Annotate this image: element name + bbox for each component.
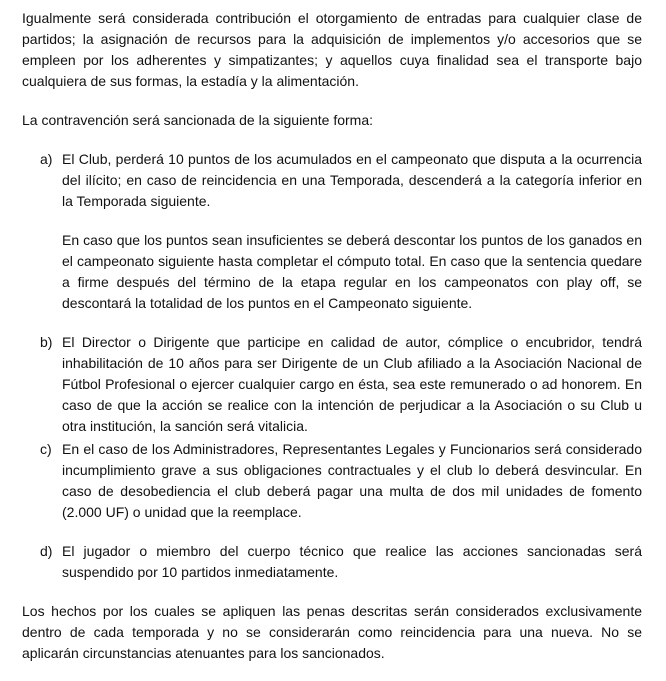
opening-paragraph: Igualmente será considerada contribución el otorgamiento de entradas para cualquier clase de partidos; la asignación de recursos para la adquisición de implementos y/o accesorios que se empleen por los adherentes y simpatizantes; y aquellos cuya finalidad sea el transporte bajo cualquiera de sus formas, la estadía y la alimentación.: [22, 10, 642, 89]
sanctions-list: [22, 149, 642, 583]
intro-line: La contravención será sancionada de la siguiente forma:: [22, 112, 373, 128]
list-item-b: [22, 332, 642, 437]
list-marker: a): [40, 151, 53, 167]
list-item-a: [22, 149, 642, 314]
closing-paragraph: Los hechos por los cuales se apliquen las penas descritas serán considerados exclusivamente dentro de cada temporada y no se considerarán como reincidencia para una nueva. No se aplicarán circunstancias atenuantes para los sancionados.: [22, 603, 642, 661]
list-marker: c): [40, 441, 52, 457]
list-marker: b): [40, 334, 53, 350]
list-item-text: El jugador o miembro del cuerpo técnico que realice las acciones sancionadas será suspendido por 10 partidos inmediatamente.: [62, 543, 642, 580]
list-item-subparagraph: En caso que los puntos sean insuficientes se deberá descontar los puntos de los ganados en el campeonato siguiente hasta completar el cómputo total. En caso que la sentencia quedare a firme después del término de la etapa regular en los campeonatos con play off, se descontará la totalidad de los puntos en el Campeonato siguiente.: [62, 232, 642, 311]
document-page: [22, 8, 642, 664]
list-item-text: El Club, perderá 10 puntos de los acumulados en el campeonato que disputa a la ocurrencia del ilícito; en caso de reincidencia en una Temporada, descenderá a la categoría inferior en la Temporada siguiente.: [62, 151, 642, 209]
list-item-d: [22, 541, 642, 583]
list-item-c: [22, 439, 642, 523]
list-marker: d): [40, 543, 53, 559]
list-item-text: En el caso de los Administradores, Representantes Legales y Funcionarios será considerado incumplimiento grave a sus obligaciones contractuales y el club lo deberá desvincular. En caso de desobediencia el club deberá pagar una multa de dos mil unidades de fomento (2.000 UF) o unidad que la reemplace.: [62, 441, 642, 520]
list-item-text: El Director o Dirigente que participe en calidad de autor, cómplice o encubridor, tendrá inhabilitación de 10 años para ser Dirigente de un Club afiliado a la Asociación Nacional de Fútbol Profesional o ejercer cualquier cargo en ésta, sea este remunerado o ad honorem. En caso de que la acción se realice con la intención de perjudicar a la Asociación o su Club u otra institución, la sanción será vitalicia.: [62, 334, 642, 434]
